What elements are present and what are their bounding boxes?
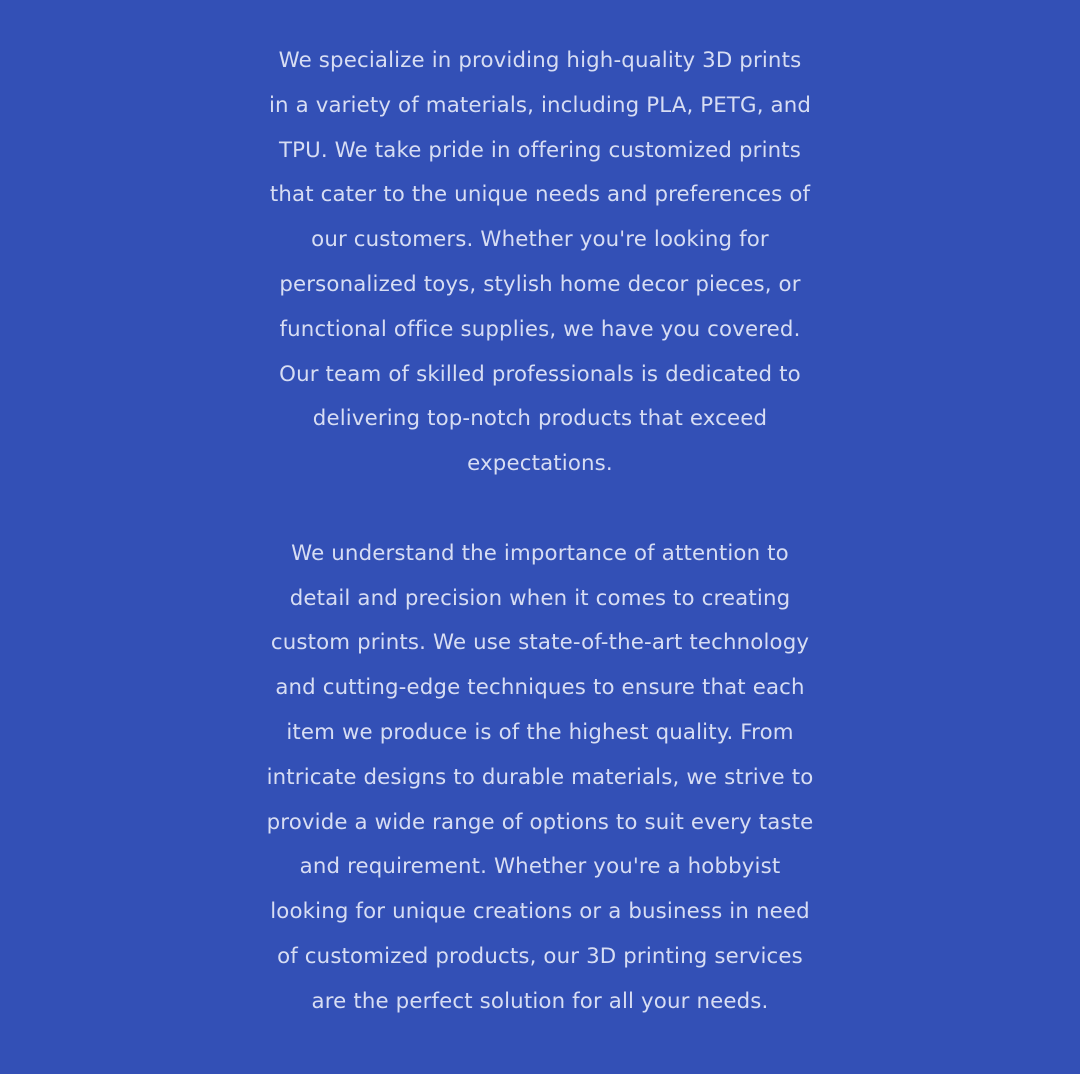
paragraph-line: We understand the importance of attention to [291,540,789,566]
paragraph-line: TPU. We take pride in offering customized prints [278,137,802,163]
paragraph-line: custom prints. We use state-of-the-art technology [270,630,810,656]
paragraph-line: item we produce is of the highest quality. From [286,719,794,745]
paragraph-line: personalized toys, stylish home decor pieces, or [279,271,801,297]
paragraph-line: functional office supplies, we have you covered. [279,316,801,342]
paragraph-line: intricate designs to durable materials, we strive to [266,764,814,790]
paragraph-line: our customers. Whether you're looking for [311,227,769,253]
paragraph-line: provide a wide range of options to suit every taste [266,809,814,835]
paragraph-line: and cutting-edge techniques to ensure that each [275,675,805,701]
paragraph-line: in a variety of materials, including PLA, PETG, and [268,92,812,118]
paragraph-line: are the perfect solution for all your needs. [311,988,769,1014]
paragraph-line: We specialize in providing high-quality 3D prints [278,48,802,73]
paragraph-line: Our team of skilled professionals is dedicated to [279,361,801,387]
paragraph-line: detail and precision when it comes to creating [289,585,791,611]
paragraph-line: expectations. [467,451,613,477]
text-content [266,39,814,1025]
paragraph-line: of customized products, our 3D printing services [277,943,803,969]
paragraph-line: that cater to the unique needs and preferences of [269,182,811,208]
paragraph-intro [266,39,814,487]
paragraph-line: delivering top-notch products that exceed [312,406,768,432]
paragraph-line: and requirement. Whether you're a hobbyist [299,854,781,880]
paragraph-line: looking for unique creations or a business in need [270,899,810,925]
paragraph-quality [266,532,814,1025]
